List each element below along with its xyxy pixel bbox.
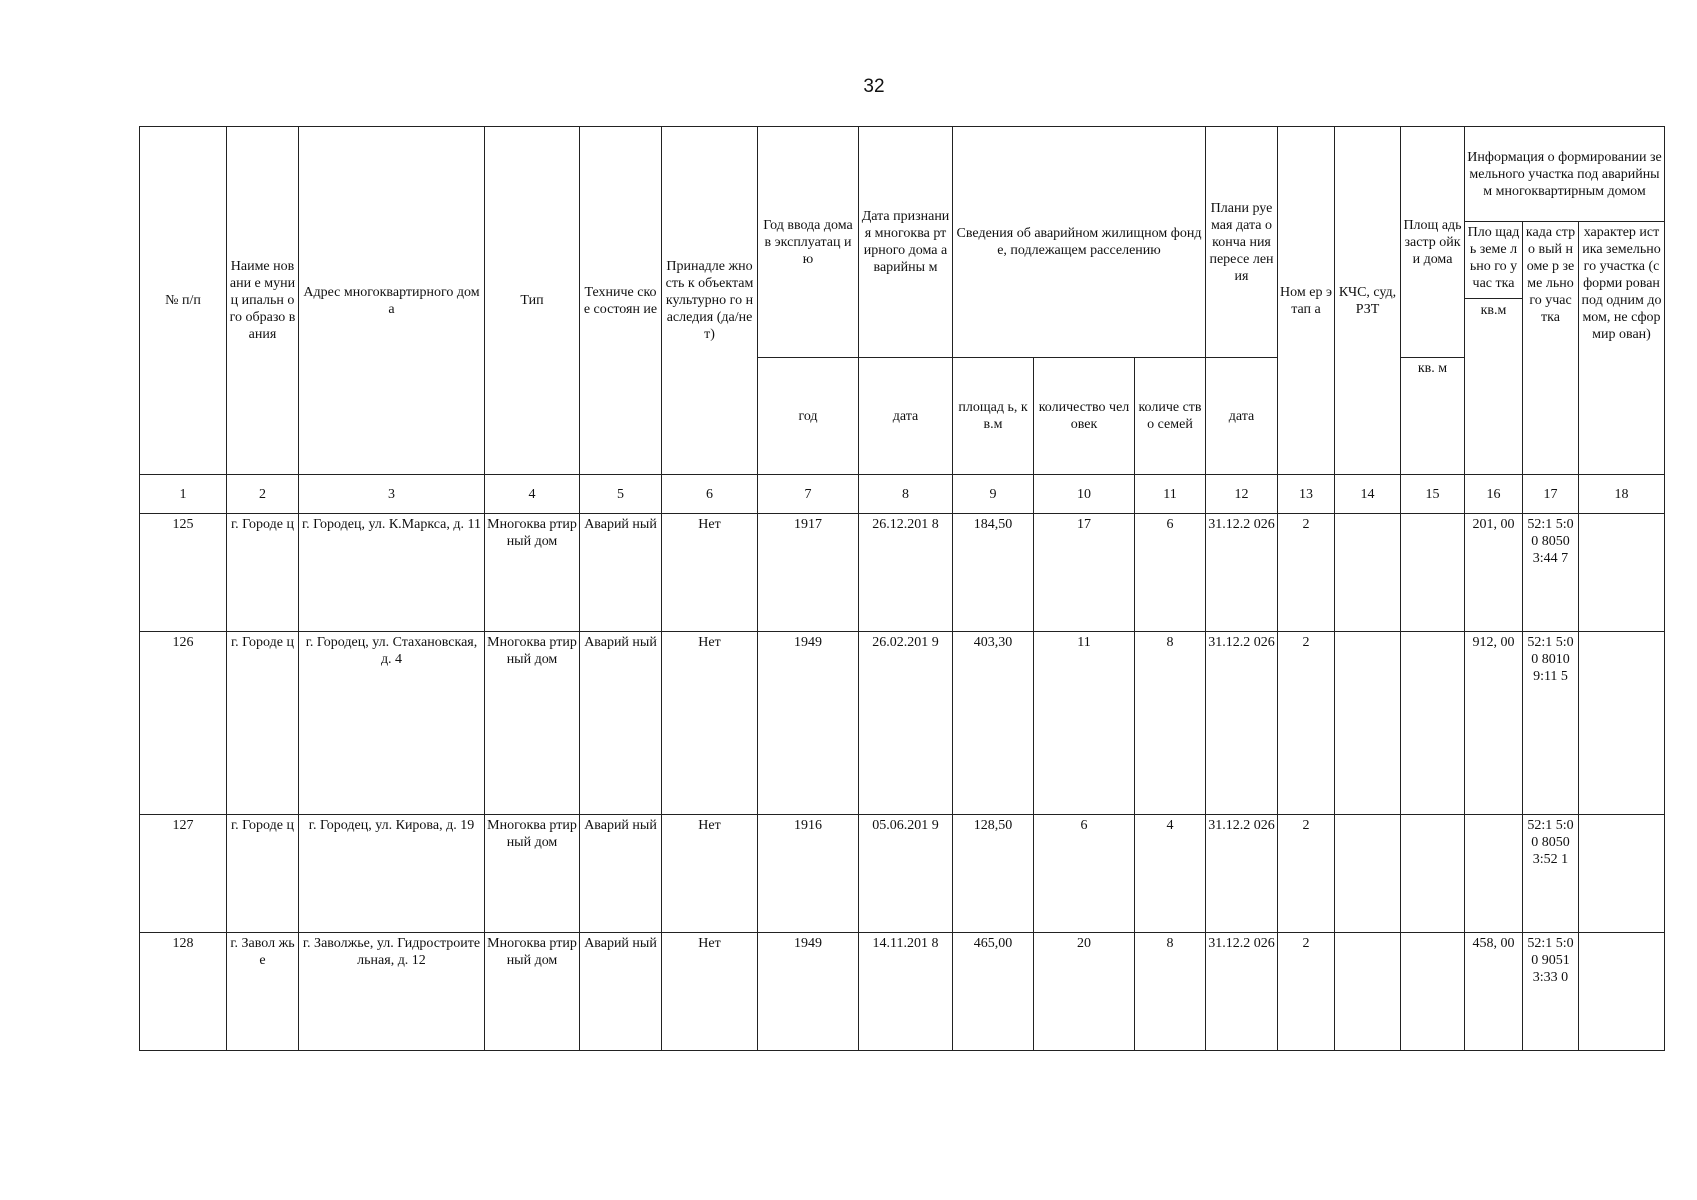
header-municipality: Наиме новани е муниц ипальн ого образо вания	[227, 127, 299, 475]
header-building-area: Площ адь застр ойки дома	[1401, 127, 1465, 358]
cell-area: 128,50	[953, 815, 1034, 933]
cell-stage: 2	[1278, 933, 1335, 1051]
cell-type: Многоква ртирный дом	[485, 514, 580, 632]
cell-families: 8	[1135, 933, 1206, 1051]
column-number: 12	[1206, 475, 1278, 514]
cell-technical-state: Аварий ный	[580, 632, 662, 815]
cell-plot-characteristic	[1579, 933, 1665, 1051]
cell-municipality: г. Городе ц	[227, 632, 299, 815]
cell-year: 1949	[758, 632, 859, 815]
table-row	[140, 632, 1665, 815]
header-commission-year: Год ввода дома в эксплуатац ию	[758, 127, 859, 358]
column-number: 13	[1278, 475, 1335, 514]
cell-kchs	[1335, 632, 1401, 815]
column-number: 3	[299, 475, 485, 514]
cell-cadastral-number: 52:1 5:00 8010 9:11 5	[1523, 632, 1579, 815]
sub-header-year: год	[758, 358, 859, 475]
cell-cultural-heritage: Нет	[662, 632, 758, 815]
cell-emergency-date: 26.12.201 8	[859, 514, 953, 632]
header-technical-state: Техниче ское состоян ие	[580, 127, 662, 475]
cell-families: 4	[1135, 815, 1206, 933]
table-row	[140, 815, 1665, 933]
header-kchs: КЧС, суд, РЗТ	[1335, 127, 1401, 475]
cell-planned-date: 31.12.2 026	[1206, 815, 1278, 933]
cell-year: 1917	[758, 514, 859, 632]
cell-building-area	[1401, 815, 1465, 933]
cell-technical-state: Аварий ный	[580, 815, 662, 933]
sub-header-planned-date: дата	[1206, 358, 1278, 475]
column-number: 6	[662, 475, 758, 514]
page-number: 32	[863, 76, 885, 97]
cell-area: 403,30	[953, 632, 1034, 815]
cell-row-number: 125	[140, 514, 227, 632]
column-number: 9	[953, 475, 1034, 514]
cell-building-area	[1401, 933, 1465, 1051]
header-stage-number: Ном ер этап а	[1278, 127, 1335, 475]
column-number: 1	[140, 475, 227, 514]
sub-header-people: количество человек	[1034, 358, 1135, 475]
cell-emergency-date: 14.11.201 8	[859, 933, 953, 1051]
cell-municipality: г. Завол жье	[227, 933, 299, 1051]
cell-cadastral-number: 52:1 5:00 8050 3:44 7	[1523, 514, 1579, 632]
header-plot-characteristic: характер истика земельно го участка (сформи рован под одним домом, не сформир ован)	[1579, 222, 1665, 475]
sub-header-building-area-unit: кв. м	[1401, 358, 1465, 475]
cell-municipality: г. Городе ц	[227, 815, 299, 933]
header-emergency-date: Дата признани я многоква ртирного дома аварийны м	[859, 127, 953, 358]
cell-cultural-heritage: Нет	[662, 514, 758, 632]
cell-technical-state: Аварий ный	[580, 514, 662, 632]
cell-address: г. Заволжье, ул. Гидростроительная, д. 12	[299, 933, 485, 1051]
cell-cadastral-number: 52:1 5:00 9051 3:33 0	[1523, 933, 1579, 1051]
cell-people: 11	[1034, 632, 1135, 815]
cell-planned-date: 31.12.2 026	[1206, 514, 1278, 632]
cell-planned-date: 31.12.2 026	[1206, 632, 1278, 815]
sub-header-date: дата	[859, 358, 953, 475]
column-number: 4	[485, 475, 580, 514]
table-row	[140, 514, 1665, 632]
column-number: 11	[1135, 475, 1206, 514]
cell-emergency-date: 05.06.201 9	[859, 815, 953, 933]
header-cultural-heritage: Принадле жность к объектам культурно го наследия (да/нет)	[662, 127, 758, 475]
column-number-row	[140, 475, 1665, 514]
cell-row-number: 126	[140, 632, 227, 815]
emergency-housing-table	[139, 126, 1665, 1051]
cell-stage: 2	[1278, 815, 1335, 933]
cell-cultural-heritage: Нет	[662, 933, 758, 1051]
cell-municipality: г. Городе ц	[227, 514, 299, 632]
column-number: 18	[1579, 475, 1665, 514]
cell-year: 1949	[758, 933, 859, 1051]
header-row-1	[140, 127, 1665, 222]
cell-families: 6	[1135, 514, 1206, 632]
column-number: 2	[227, 475, 299, 514]
table-row	[140, 933, 1665, 1051]
header-cadastral-number: када стро вый номе р земе льно го учас тка	[1523, 222, 1579, 475]
header-plot-area: Пло щадь земе льно го учас тка кв.м	[1465, 222, 1523, 475]
cell-stage: 2	[1278, 514, 1335, 632]
sub-header-families: количе ство семей	[1135, 358, 1206, 475]
header-type: Тип	[485, 127, 580, 475]
sub-header-area: площад ь, кв.м	[953, 358, 1034, 475]
column-number: 8	[859, 475, 953, 514]
cell-plot-area: 912, 00	[1465, 632, 1523, 815]
cell-building-area	[1401, 632, 1465, 815]
cell-families: 8	[1135, 632, 1206, 815]
cell-cadastral-number: 52:1 5:00 8050 3:52 1	[1523, 815, 1579, 933]
column-number: 7	[758, 475, 859, 514]
column-number: 17	[1523, 475, 1579, 514]
cell-people: 20	[1034, 933, 1135, 1051]
column-number: 10	[1034, 475, 1135, 514]
sub-header-plot-area-unit: кв.м	[1465, 298, 1522, 319]
cell-people: 6	[1034, 815, 1135, 933]
cell-plot-characteristic	[1579, 514, 1665, 632]
cell-address: г. Городец, ул. Стахановская, д. 4	[299, 632, 485, 815]
cell-plot-area: 458, 00	[1465, 933, 1523, 1051]
column-number: 15	[1401, 475, 1465, 514]
cell-kchs	[1335, 933, 1401, 1051]
cell-address: г. Городец, ул. К.Маркса, д. 11	[299, 514, 485, 632]
cell-type: Многоква ртирный дом	[485, 815, 580, 933]
header-planned-date: Плани руемая дата оконча ния пересе ления	[1206, 127, 1278, 358]
cell-kchs	[1335, 815, 1401, 933]
header-row-number: № п/п	[140, 127, 227, 475]
column-number: 14	[1335, 475, 1401, 514]
cell-cultural-heritage: Нет	[662, 815, 758, 933]
cell-type: Многоква ртирный дом	[485, 933, 580, 1051]
cell-kchs	[1335, 514, 1401, 632]
cell-plot-characteristic	[1579, 632, 1665, 815]
cell-stage: 2	[1278, 632, 1335, 815]
cell-plot-characteristic	[1579, 815, 1665, 933]
header-emergency-fund: Сведения об аварийном жилищном фонде, подлежащем расселению	[953, 127, 1206, 358]
cell-type: Многоква ртирный дом	[485, 632, 580, 815]
cell-people: 17	[1034, 514, 1135, 632]
header-address: Адрес многоквартирного дома	[299, 127, 485, 475]
cell-year: 1916	[758, 815, 859, 933]
cell-area: 465,00	[953, 933, 1034, 1051]
cell-plot-area: 201, 00	[1465, 514, 1523, 632]
cell-technical-state: Аварий ный	[580, 933, 662, 1051]
cell-planned-date: 31.12.2 026	[1206, 933, 1278, 1051]
cell-building-area	[1401, 514, 1465, 632]
cell-row-number: 127	[140, 815, 227, 933]
cell-area: 184,50	[953, 514, 1034, 632]
cell-address: г. Городец, ул. Кирова, д. 19	[299, 815, 485, 933]
cell-plot-area	[1465, 815, 1523, 933]
column-number: 5	[580, 475, 662, 514]
header-land-plot-info: Информация о формировании земельного участка под аварийным многоквартирным домом	[1465, 127, 1665, 222]
cell-row-number: 128	[140, 933, 227, 1051]
cell-emergency-date: 26.02.201 9	[859, 632, 953, 815]
column-number: 16	[1465, 475, 1523, 514]
